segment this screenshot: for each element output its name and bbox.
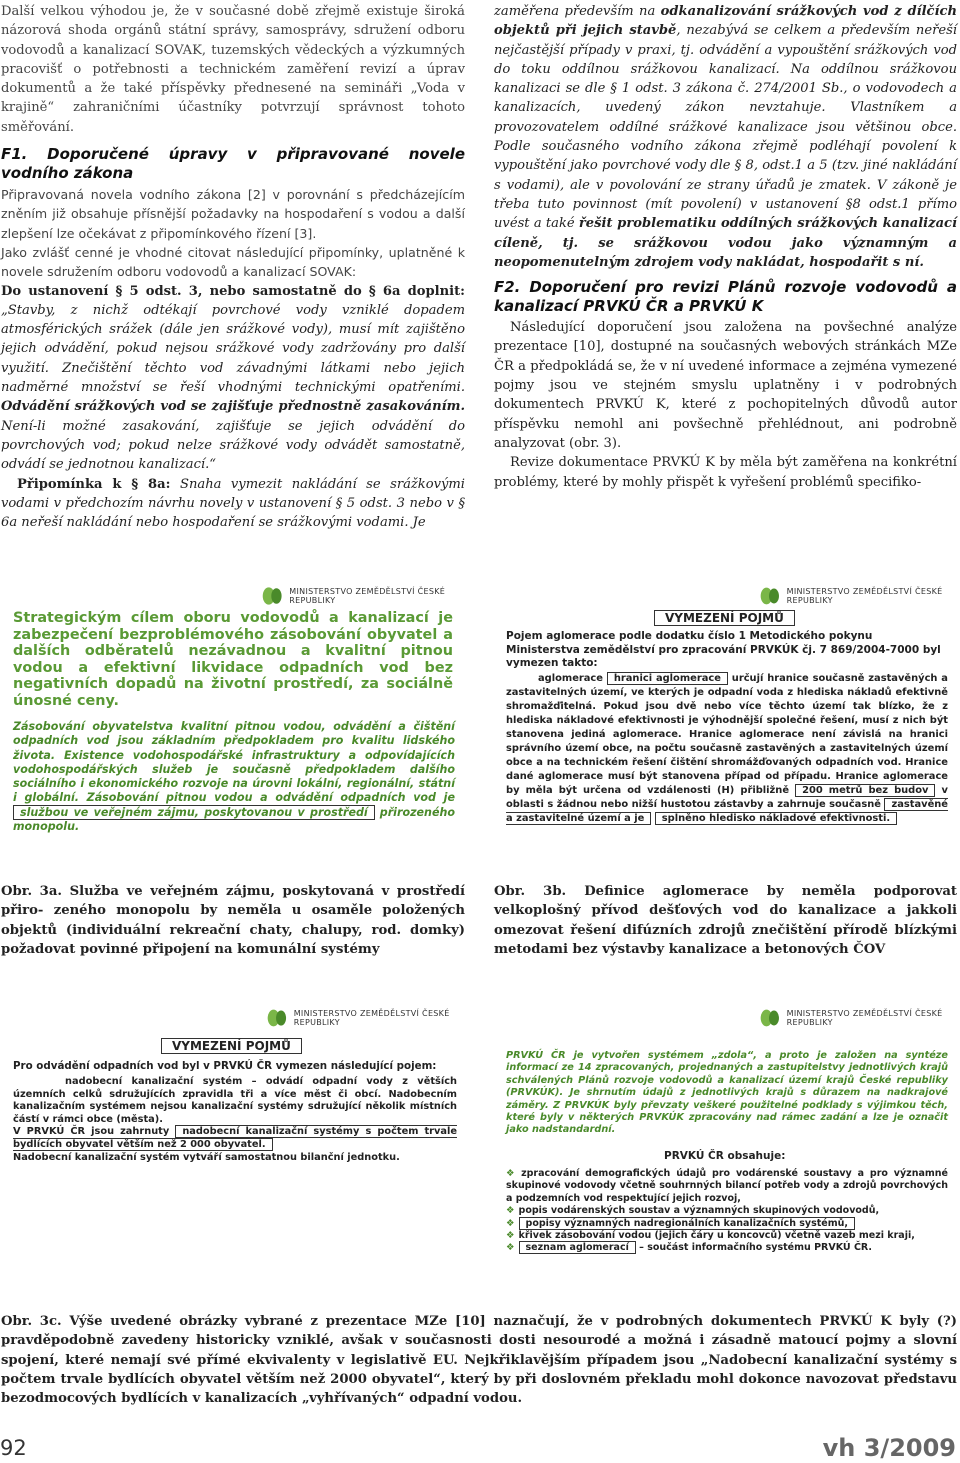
paragraph-revision: Revize dokumentace PRVKÚ K by měla být zaměřena na konkrétní problémy, které by mohly přispět k vyřešení problémů specifiko- — [494, 455, 957, 490]
quote-lead: Do ustanovení § 5 odst. 3, nebo samostatně do § 6a doplnit: — [1, 283, 465, 299]
paragraph-8a — [1, 475, 465, 533]
slide-c-term: nadobecní kanalizační systém — [65, 1076, 243, 1087]
slide-d-item: ❖ zpracování demografických údajů pro vodárenské soustavy a pro významné skupinové vodovody včetně souhrnných bilancí potřeb vody a zdrojů povrchových a podzemních vod respektující jejich rozvoj, — [506, 1168, 948, 1204]
remark-lead: Připomínka k § 8a: — [17, 476, 171, 492]
slide-d-item: ❖ popisy významných nadregionálních kanalizačních systémů, — [506, 1218, 948, 1230]
text-d: řešit problematiku oddílných srážkových kanalizací cíleně, tj. se srážkovou vodou jako významným a neopomenutelným zdrojem vody nakládat, hospodařit s ní. — [494, 216, 958, 270]
slide-a-body-text: Zásobování obyvatelstva kvalitní pitnou vodou, odvádění a čištění odpadních vod jsou základním předpokladem pro kvalitu lidského života. Existence vodohospodářské infrastruktury a odpovídajících vodohospodářských služeb je současně předpokladem dalšího sociálního i ekonomického rozvoje na úrovni lokální, regionální, státní i globální. Zásobování pitnou vodou a odvádění odpadních vod je — [13, 720, 455, 805]
ministry-header — [759, 584, 957, 608]
slide-b-title: VYMEZENÍ POJMŮ — [654, 610, 795, 626]
ministry-label: MINISTERSTVO ZEMĚDĚLSTVÍ ČESKÉ REPUBLIKY — [289, 587, 446, 605]
slide-c-box1: nadobecní kanalizační systémy s počtem trvale bydlících obyvatel větším než 2 000 obyvatel. — [13, 1126, 457, 1150]
caption-3b: Obr. 3b. Definice aglomerace by neměla podporovat velkoplošný přívod dešťových vod do kanalizace a jakkoli omezovat řešení difúzních zdrojů znečištění přírodě blízkými metodami bez výstavby kanalizace a betonových ČOV — [494, 884, 957, 957]
slide-b-text1: určují hranice současně zastavěných a zastavitelných území, ve kterých je odpadní voda z hlediska nákladů efektivně shromažďitelná. Pokud jsou dvě nebo více těchto území tak blízko, že z hlediska nákladové efektivnosti je výhodnější společné řešení, musí z nich být stanovena jediná aglomerace. Hranice aglomerace není závislá na hranici správního území obce, na počtu současně zastavěných a zastavitelných území obce a na technickém řešení čištění shromážďovaných odpadních vod. Hranice dané aglomerace musí být stanovena případ od případu. Hranice aglomerace by měla být určena od vzdálenosti (H) přibližně — [506, 673, 948, 796]
left-column — [1, 2, 465, 532]
slide-b-term: aglomerace — [538, 673, 603, 684]
slide-d-item: ❖ seznam aglomerací – součást informačního systému PRVKÚ ČR. — [506, 1242, 873, 1254]
slide-d-list — [506, 1168, 948, 1255]
text-c: , nezabývá se celkem a především neřeší nejčastější případy v praxi, tj. odvádění a vypouštění srážkových vod do toku oddílnou srážkovou kanalizací. Na oddílnou srážkovou kanalizaci se dle § 1 odst. 3 zákona č. 274/2001 Sb., o vodovodech a kanalizacích, uvedený zákon nevztahuje. Vlastníkem a provozovatelem oddílné srážkové kanalizace jsou většinou obce. Podle současného vodního zákona zřejmě podléhají povolení k vypouštění jako povrchové vody dle § 8, odst.1 a 5 (tzv. jiné nakládání s vodami), ale v povolování ze strany úřadů je zmatek. V zákoně je třeba tuto povinnost (mít povolení) v ustanovení §8 odst.1 přímo uvést a také — [494, 23, 957, 232]
slide-d — [494, 996, 957, 1300]
slide-b-box4: splněno hledisko nákladové efektivnosti. — [655, 812, 897, 825]
magazine-issue: vh 3/2009 — [822, 1434, 956, 1462]
quote-text-a: „Stavby, z nichž odtékají povrchové vody vzniklé dopadem atmosférických srážek (dále jen srážkové vody), musí mít zajištěno jejich odvádění, pokud nejsou srážkové vody zadržovány pro další využití. Znečištění těchto vod závadnými látkami nebo jejich nadměrné množství se řeší vhodnými technickými opatřeními. — [1, 302, 465, 396]
slide-b-body — [506, 672, 948, 826]
slide-c-intro: Pro odvádění odpadních vod byl v PRVKÚ ČR vymezen následující pojem: — [13, 1060, 437, 1072]
caption-3c: Obr. 3c. Výše uvedené obrázky vybrané z prezentace MZe [10] naznačují, že v podrobných dokumentech PRVKÚ K byly (?) pravděpodobně zavedeny historicky vzniklé, avšak v současnosti dosti nesourodé a možná i zásadně matoucí pojmy a slovní spojení, které nemají své přímé ekvivalenty v legislativě EU. Nejkřiklavějším případem jsou „Nadobecní kanalizační systémy s počtem trvale bydlících obyvatel větším než 2000 obyvatel“, který by při doslovném překladu mohl dokonce navozovat představu bezodmocových bydlících v kanalizacích „vyhřívaných“ odpadní vodou. — [1, 1314, 957, 1407]
slide-a-title: Strategickým cílem oboru vodovodů a kanalizací je zabezpečení bezproblémového zásobování obyvatel a dalších odběratelů nezávadnou a kvalitní pitnou vodou a efektivní likvidace odpadních vod bez negativních dopadů na životní prostředí, za sociálně únosné ceny. — [13, 610, 453, 709]
slide-c-title: VYMEZENÍ POJMŮ — [161, 1038, 302, 1054]
slide-c-text1: – odvádí odpadní vody z větších územních celků sdružujících zpravidla tři a více měst či obcí. Nadobecním kanalizačním systémem nejsou kanalizační systémy sdružující několik místních částí v rámci obce (města). — [13, 1076, 457, 1125]
ministry-logo-icon — [759, 584, 781, 608]
heading-f1: F1. Doporučené úpravy v připravované novele vodního zákona — [1, 145, 465, 183]
slide-c-line3: Nadobecní kanalizační systém vytváří samostatnou bilanční jednotku. — [13, 1151, 400, 1163]
ministry-label: MINISTERSTVO ZEMĚDĚLSTVÍ ČESKÉ REPUBLIKY — [786, 587, 943, 605]
remark-text: Snaha vymezit nakládání se srážkovými vodami v předchozím návrhu novely v ustanovení § 5 odst. 3 nebo v § 6a neřeší nakládání nebo hospodaření se srážkovými vodami. Je — [1, 476, 465, 531]
slide-b-box2: 200 metrů bez budov — [795, 784, 935, 797]
bullet-icon: ❖ — [506, 1205, 515, 1217]
slide-c-line2: V PRVKÚ ČR jsou zahrnuty — [13, 1126, 170, 1138]
slide-a-boxed: službou ve veřejném zájmu, poskytovanou v prostředí — [13, 805, 375, 820]
ministry-logo-icon — [261, 584, 283, 608]
ministry-label: MINISTERSTVO ZEMĚDĚLSTVÍ ČESKÉ REPUBLIKY — [786, 1009, 943, 1027]
slide-d-title: PRVKÚ ČR obsahuje: — [664, 1150, 786, 1162]
slide-d-intro: PRVKÚ ČR je vytvořen systémem „zdola“, a proto je založen na syntéze informací ze 14 zpracovaných, projednaných a zastupitelstvy jednotlivých krajů schválených Plánů rozvoje vodovodů a kanalizací území krajů České republiky (PRVKÚK). Je shrnutím údajů z jednotlivých krajů s důrazem na nadkrajové záměry. Z PRVKÚK byly převzaty veškeré použitelné podklady s výjimkou těch, které byly v některých PRVKÚK zpracovány nad rámec zadání a lze je označit jako nadstandardní. — [506, 1050, 948, 1136]
paragraph-quote — [1, 282, 465, 475]
heading-f2: F2. Doporučení pro revizi Plánů rozvoje vodovodů a kanalizací PRVKÚ ČR a PRVKÚ K — [494, 278, 957, 316]
quote-text-b: Odvádění srážkových vod se zajišťuje přednostně zasakováním. — [1, 399, 465, 415]
slide-a-tail: přirozeného monopolu. — [13, 805, 455, 834]
slide-b-box1: hranici aglomerace — [607, 672, 728, 685]
bullet-icon: ❖ — [506, 1168, 518, 1179]
paragraph-recommendations: Následující doporučení jsou založena na povšechné analýze prezentace [10], dostupné na současných webových stránkách MZe ČR a předpokládá se, že v ní uvedené informace a zejména vymezené pojmy jsou ve stejném smyslu uplatněny i v podrobných dokumentech PRVKÚ K, které z pochopitelných důvodů autor příspěvku nemohl ani povšechně přehlédnout, ani podrobně analyzovat (obr. 3). — [494, 320, 957, 451]
slide-c — [1, 996, 465, 1300]
slide-c-body — [13, 1076, 457, 1164]
paragraph-continued — [494, 2, 957, 272]
slide-b-box3: zastavěné a zastavitelné území a je — [506, 799, 948, 824]
right-column — [494, 2, 957, 492]
slide-d-item: ❖ křivek zásobování vodou (jejich čáry u koncovců) včetně vazeb mezi kraji, — [506, 1230, 915, 1242]
quote-text-c: Není-li možné zasakování, zajišťuje se jejich odvádění do povrchových vod; pokud nelze srážkové vody odvádět samostatně, odvádí se jednotnou kanalizací.“ — [1, 418, 465, 473]
text-b: odkanalizování srážkových vod z dílčích objektů při jejich stavbě — [494, 4, 957, 39]
bullet-icon: ❖ — [506, 1230, 515, 1242]
ministry-label: MINISTERSTVO ZEMĚDĚLSTVÍ ČESKÉ REPUBLIKY — [293, 1009, 450, 1027]
ministry-header — [759, 1006, 957, 1030]
caption-3a: Obr. 3a. Služba ve veřejném zájmu, poskytovaná v prostředí přiro- zeného monopolu by neměla u osaměle položených objektů (individuální rekreační chaty, chalupy, rod. domky) požadovat povinné připojení na komunální systémy — [1, 884, 465, 957]
paragraph-intro: Další velkou výhodou je, že v současné době zřejmě existuje široká názorová shoda orgánů státní správy, samosprávy, sdružení odboru vodovodů a kanalizací SOVAK, tuzemských vědeckých a výzkumných pracovišť o potřebnosti a technickém zaměření revizí a úprav dokumentů a že také příspěvky přednesené na semináři „Voda v krajině“ zahraničními účastníky potvrzují správnost tohoto směřování. — [1, 4, 465, 135]
ministry-header — [266, 1006, 465, 1030]
slide-d-item: ❖ popis vodárenských soustav a významných skupinových vodovodů, — [506, 1205, 880, 1217]
slide-b-intro: Pojem aglomerace podle dodatku číslo 1 Metodického pokynu Ministerstva zemědělství pro zpracování PRVKÚK čj. 7 869/2004-7000 byl vymezen takto: — [506, 630, 941, 670]
text-a: zaměřena především na — [494, 4, 661, 19]
ministry-logo-icon — [759, 1006, 781, 1030]
bullet-icon: ❖ — [506, 1217, 515, 1229]
paragraph-sovak: Jako zvlášť cenné je vhodné citovat následující připomínky, uplatněné k novele sdružením odboru vodovodů a kanalizací SOVAK: — [1, 244, 465, 280]
ministry-header — [261, 584, 465, 608]
slide-b — [494, 572, 957, 868]
slide-a-body — [13, 720, 455, 834]
bullet-icon: ❖ — [506, 1242, 515, 1254]
paragraph-novela: Připravovaná novela vodního zákona [2] v porovnání s předcházejícím zněním již obsahuje přísnější požadavky na hospodaření s vodou a další zlepšení lze očekávat z připomínkového řízení [3]. — [1, 187, 465, 241]
page-number: 92 — [0, 1436, 27, 1460]
slide-a — [1, 572, 465, 868]
ministry-logo-icon — [266, 1006, 288, 1030]
slide-b-text2: v oblasti s žádnou nebo nižší hustotou zástavby a zahrnuje současně — [506, 785, 948, 810]
